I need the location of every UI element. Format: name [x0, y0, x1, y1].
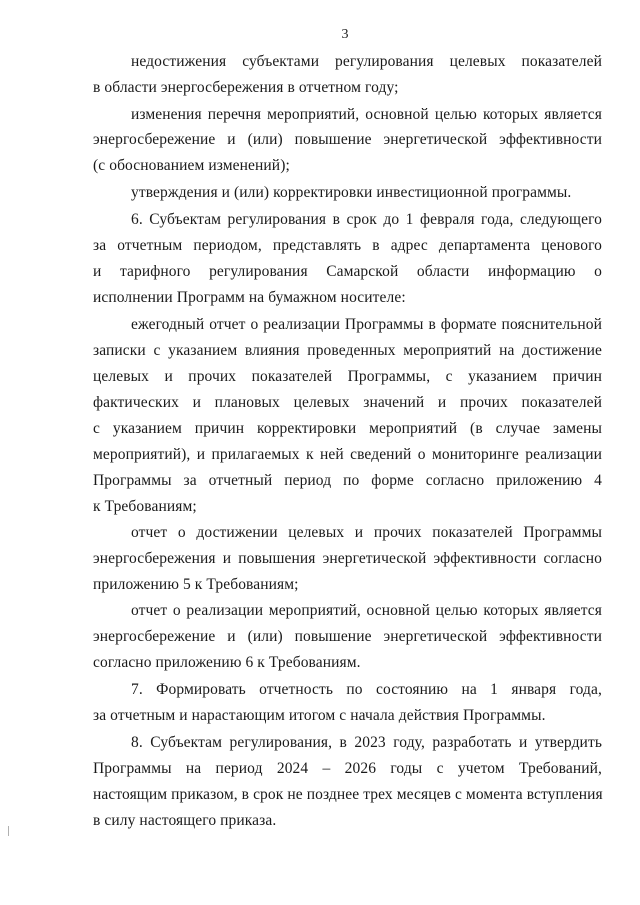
text-line: исполнении Программ на бумажном носителе: — [93, 289, 406, 306]
text-line: к Требованиям; — [93, 498, 197, 515]
text-line: записки с указанием влияния проведенных мероприятий на достижение — [93, 342, 602, 359]
text-line: целевых и прочих показателей Программы, с указанием причин — [93, 368, 602, 385]
text-line: 7. Формировать отчетность по состоянию на 1 января года, — [131, 681, 602, 698]
text-line: согласно приложению 6 к Требованиям. — [93, 654, 361, 671]
text-line: Программы за отчетный период по форме согласно приложению 4 — [93, 472, 602, 489]
page-number: 3 — [341, 27, 349, 42]
text-line: и тарифного регулирования Самарской области информацию о — [93, 263, 602, 280]
text-line: отчет о достижении целевых и прочих показателей Программы — [131, 524, 602, 541]
text-line: недостижения субъектами регулирования целевых показателей — [131, 53, 602, 70]
text-line: отчет о реализации мероприятий, основной целью которых является — [131, 602, 602, 619]
text-line: за отчетным периодом, представлять в адрес департамента ценового — [93, 237, 602, 254]
text-line: приложению 5 к Требованиям; — [93, 576, 299, 593]
text-line: ежегодный отчет о реализации Программы в формате пояснительной — [131, 316, 602, 333]
text-line: энергосбережения и повышения энергетической эффективности согласно — [93, 550, 602, 567]
scan-edge-mark — [8, 826, 9, 836]
text-line: в силу настоящего приказа. — [93, 812, 277, 829]
text-line: мероприятий), и прилагаемых к ней сведений о мониторинге реализации — [93, 446, 602, 463]
text-line: в области энергосбережения в отчетном году; — [93, 79, 399, 96]
text-line: настоящим приказом, в срок не позднее трех месяцев с момента вступления — [93, 786, 603, 803]
text-line: 6. Субъектам регулирования в срок до 1 февраля года, следующего — [131, 211, 602, 228]
text-line: Программы на период 2024 – 2026 годы с учетом Требований, — [93, 760, 602, 777]
text-line: энергосбережение и (или) повышение энергетической эффективности — [93, 131, 602, 148]
text-line: (с обоснованием изменений); — [93, 157, 290, 174]
text-line: 8. Субъектам регулирования, в 2023 году, разработать и утвердить — [131, 734, 602, 751]
text-line: с указанием причин корректировки мероприятий (в случае замены — [93, 420, 602, 437]
text-line: энергосбережение и (или) повышение энергетической эффективности — [93, 628, 602, 645]
text-line: за отчетным и нарастающим итогом с начала действия Программы. — [93, 707, 546, 724]
text-line: утверждения и (или) корректировки инвестиционной программы. — [131, 184, 572, 201]
text-line: фактических и плановых целевых значений и прочих показателей — [93, 394, 602, 411]
text-line: изменения перечня мероприятий, основной целью которых является — [131, 106, 602, 123]
